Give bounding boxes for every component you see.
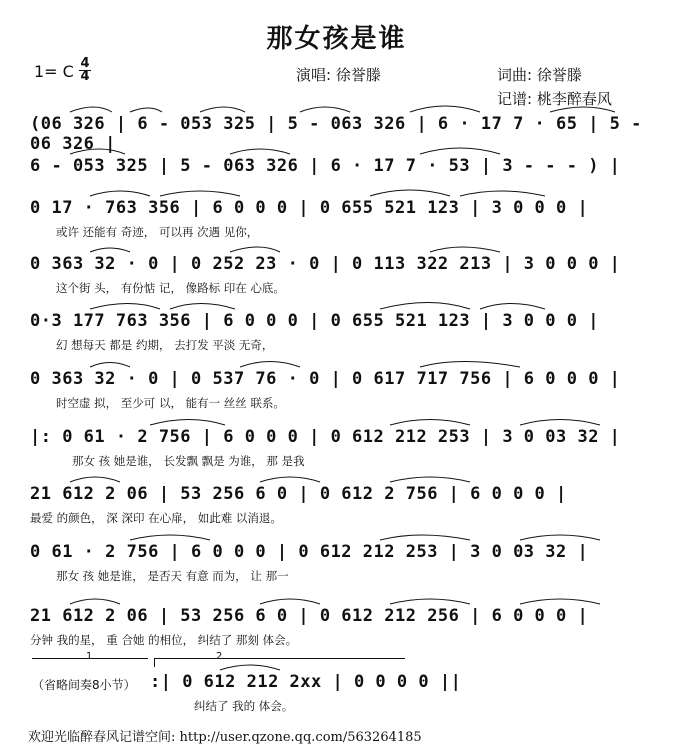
song-title: 那女孩是谁 (266, 24, 407, 54)
footer-credit: 欢迎光临醉春风记谱空间: http://user.qzone.qq.com/563264185 (28, 730, 422, 745)
lyrics-row-4: 这个街 头， 有份惦 记， 像路标 印在 心底。 (56, 281, 285, 295)
time-signature-top: 4 (80, 56, 90, 71)
score-row-1: (06 326 | 6 - 053 325 | 5 - 063 326 | 6 · 17 7 · 65 | 5 - 06 326 | (30, 114, 642, 154)
lyrics-row-7: 那女 孩 她是谁， 长发飘 飘是 为谁， 那 是我 (72, 454, 305, 468)
time-signature (79, 58, 91, 83)
lyrics-row-6: 时空虚 拟， 至少可 以， 能有一 丝丝 联系。 (56, 396, 285, 410)
time-signature-bottom: 4 (80, 69, 90, 84)
lyrics-row-8: 最爱 的颜色， 深 深印 在心扉， 如此难 以消退。 (30, 511, 282, 525)
lyrics-row-11: 纠结了 我的 体会。 (194, 699, 294, 713)
lyrics-row-3: 或许 还能有 奇迹， 可以再 次遇 见你， (56, 225, 259, 239)
transcriber-credit: 记谱: 桃李醉春风 (497, 90, 612, 108)
volta-label-1: 1 (86, 651, 93, 662)
score-row-9: 0 61 · 2 756 | 6 0 0 0 | 0 612 212 253 | 3 0 03 32 | (30, 542, 589, 562)
score-row-7: |: 0 61 · 2 756 | 6 0 0 0 | 0 612 212 253 | 3 0 03 32 | (30, 427, 621, 447)
lyrics-row-5: 幻 想每天 都是 约期， 去打发 平淡 无奇， (56, 338, 274, 352)
score-row-11: :| 0 612 212 2xx | 0 0 0 0 || (150, 672, 462, 692)
lyrics-row-10: 分钟 我的星， 重 合她 的相位， 纠结了 那刻 体会。 (30, 633, 298, 647)
score-row-3: 0 17 · 763 356 | 6 0 0 0 | 0 655 521 123 | 3 0 0 0 | (30, 198, 589, 218)
key-signature: 1= C (34, 62, 74, 81)
singer-credit: 演唱: 徐誉滕 (296, 66, 381, 84)
composer-credit: 词曲: 徐誉滕 (497, 66, 582, 84)
score-row-2: 6 - 053 325 | 5 - 063 326 | 6 · 17 7 · 53 | 3 - - - ) | (30, 156, 621, 176)
interlude-omitted-note: （省略间奏8小节） (32, 678, 136, 692)
score-row-4: 0 363 32 · 0 | 0 252 23 · 0 | 0 113 322 213 | 3 0 0 0 | (30, 254, 621, 274)
score-row-5: 0·3 177 763 356 | 6 0 0 0 | 0 655 521 123 | 3 0 0 0 | (30, 311, 599, 331)
volta-label-2: 2 (216, 651, 223, 662)
lyrics-row-9: 那女 孩 她是谁， 是否天 有意 而为， 让 那一 (56, 569, 289, 583)
score-row-8: 21 612 2 06 | 53 256 6 0 | 0 612 2 756 | 6 0 0 0 | (30, 484, 567, 504)
score-row-10: 21 612 2 06 | 53 256 6 0 | 0 612 212 256 | 6 0 0 0 | (30, 606, 589, 626)
score-row-6: 0 363 32 · 0 | 0 537 76 · 0 | 0 617 717 756 | 6 0 0 0 | (30, 369, 621, 389)
volta-bracket-2 (154, 658, 405, 667)
